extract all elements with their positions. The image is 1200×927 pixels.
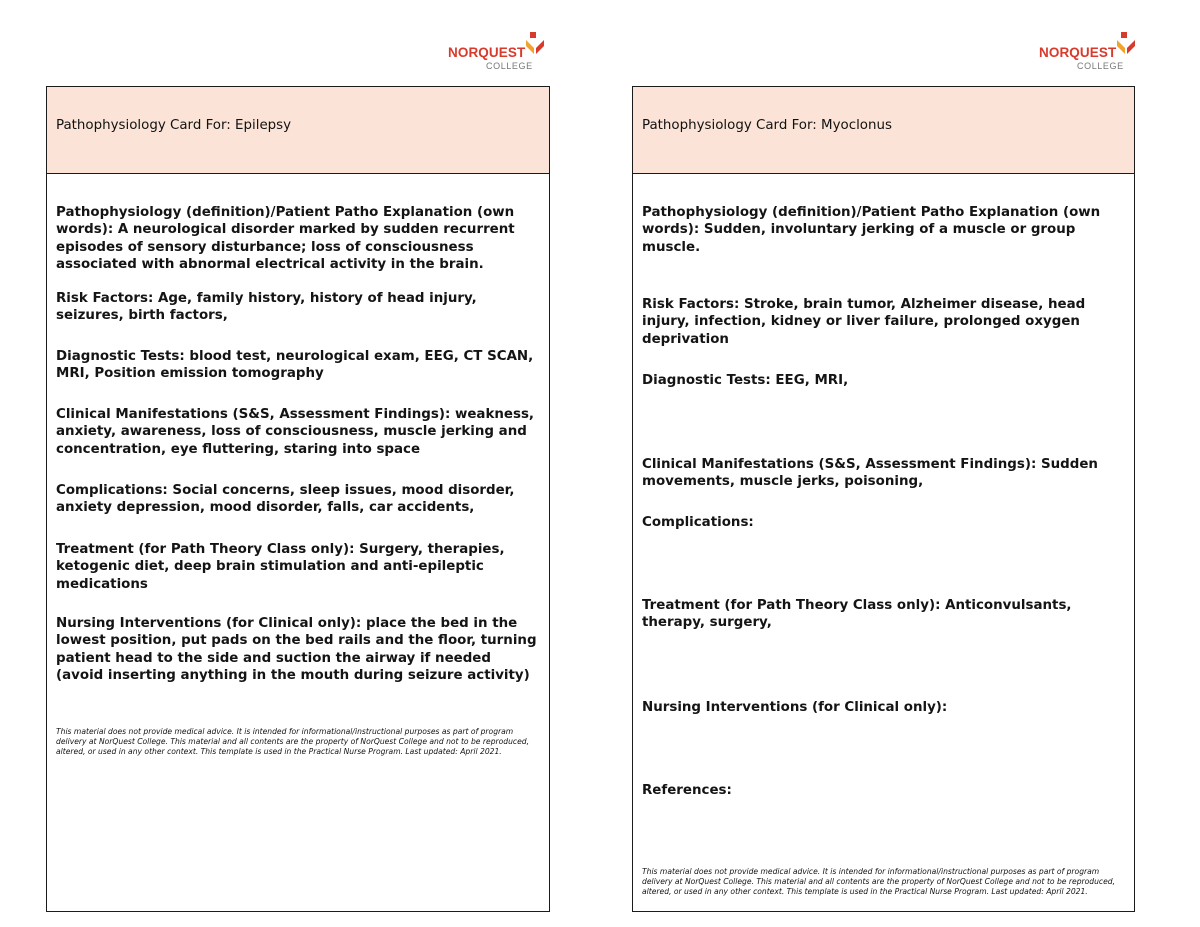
patho-card-epilepsy xyxy=(46,86,550,912)
risk-factors-field: Risk Factors: Stroke, brain tumor, Alzheimer disease, head injury, infection, kidney or liver failure, prolonged oxygen deprivation xyxy=(642,297,1086,347)
patho-card-myoclonus xyxy=(632,86,1135,912)
card-header xyxy=(47,87,549,174)
logo-subtext: COLLEGE xyxy=(1077,61,1124,71)
clinical-manifestations-field: Clinical Manifestations (S&S, Assessment Findings): Sudden movements, muscle jerks, poisoning, xyxy=(642,457,1098,490)
card-header xyxy=(633,87,1134,174)
diagnostic-tests-field: Diagnostic Tests: EEG, MRI, xyxy=(642,373,849,388)
card-title: Pathophysiology Card For: Myoclonus xyxy=(642,118,892,133)
treatment-field: Treatment (for Path Theory Class only): Anticonvulsants, therapy, surgery, xyxy=(642,598,1072,631)
references-field: References: xyxy=(642,783,732,798)
logo-emblem-icon xyxy=(524,32,546,56)
complications-field: Complications: Social concerns, sleep issues, mood disorder, anxiety depression, mood disorder, falls, car accidents, xyxy=(56,483,515,516)
disclaimer-text: This material does not provide medical advice. It is intended for informational/instructional purposes as part of program delivery at NorQuest College. This material and all contents are the property of NorQuest College and not to be reproduced, altered, or used in any other context. This template is used in the Practical Nurse Program. Last updated: April 2021. xyxy=(56,727,529,756)
card-title: Pathophysiology Card For: Epilepsy xyxy=(56,118,292,133)
disclaimer-text: This material does not provide medical advice. It is intended for informational/instructional purposes as part of program delivery at NorQuest College. This material and all contents are the property of NorQuest College and not to be reproduced, altered, or used in any other context. This template is used in the Practical Nurse Program. Last updated: April 2021. xyxy=(642,867,1115,896)
complications-field: Complications: xyxy=(642,515,754,530)
logo-subtext: COLLEGE xyxy=(486,61,533,71)
logo-wordmark: NORQUEST xyxy=(1039,45,1117,60)
logo-emblem-icon xyxy=(1115,32,1137,56)
pathophysiology-field: Pathophysiology (definition)/Patient Patho Explanation (own words): Sudden, involuntary jerking of a muscle or group muscle. xyxy=(642,205,1101,255)
norquest-logo-right xyxy=(1035,30,1139,76)
pathophysiology-field: Pathophysiology (definition)/Patient Patho Explanation (own words): A neurological disorder marked by sudden recurrent episodes of sensory disturbance; loss of consciousness associated with abnormal electrical activity in the brain. xyxy=(56,205,515,273)
clinical-manifestations-field: Clinical Manifestations (S&S, Assessment Findings): weakness, anxiety, awareness, loss of consciousness, muscle jerking and concentration, eye fluttering, staring into space xyxy=(56,407,535,457)
nursing-interventions-field: Nursing Interventions (for Clinical only): xyxy=(642,700,948,715)
nursing-interventions-field: Nursing Interventions (for Clinical only): place the bed in the lowest position, put pads on the bed rails and the floor, turning patient head to the side and suction the airway if needed (avoid inserting anything in the mouth during seizure activity) xyxy=(56,616,537,684)
risk-factors-field: Risk Factors: Age, family history, history of head injury, seizures, birth factors, xyxy=(56,291,477,324)
logo-wordmark: NORQUEST xyxy=(448,45,526,60)
treatment-field: Treatment (for Path Theory Class only): Surgery, therapies, ketogenic diet, deep brain stimulation and anti-epileptic medications xyxy=(56,542,505,592)
norquest-logo-left xyxy=(444,30,548,76)
diagnostic-tests-field: Diagnostic Tests: blood test, neurological exam, EEG, CT SCAN, MRI, Position emission tomography xyxy=(56,349,534,382)
